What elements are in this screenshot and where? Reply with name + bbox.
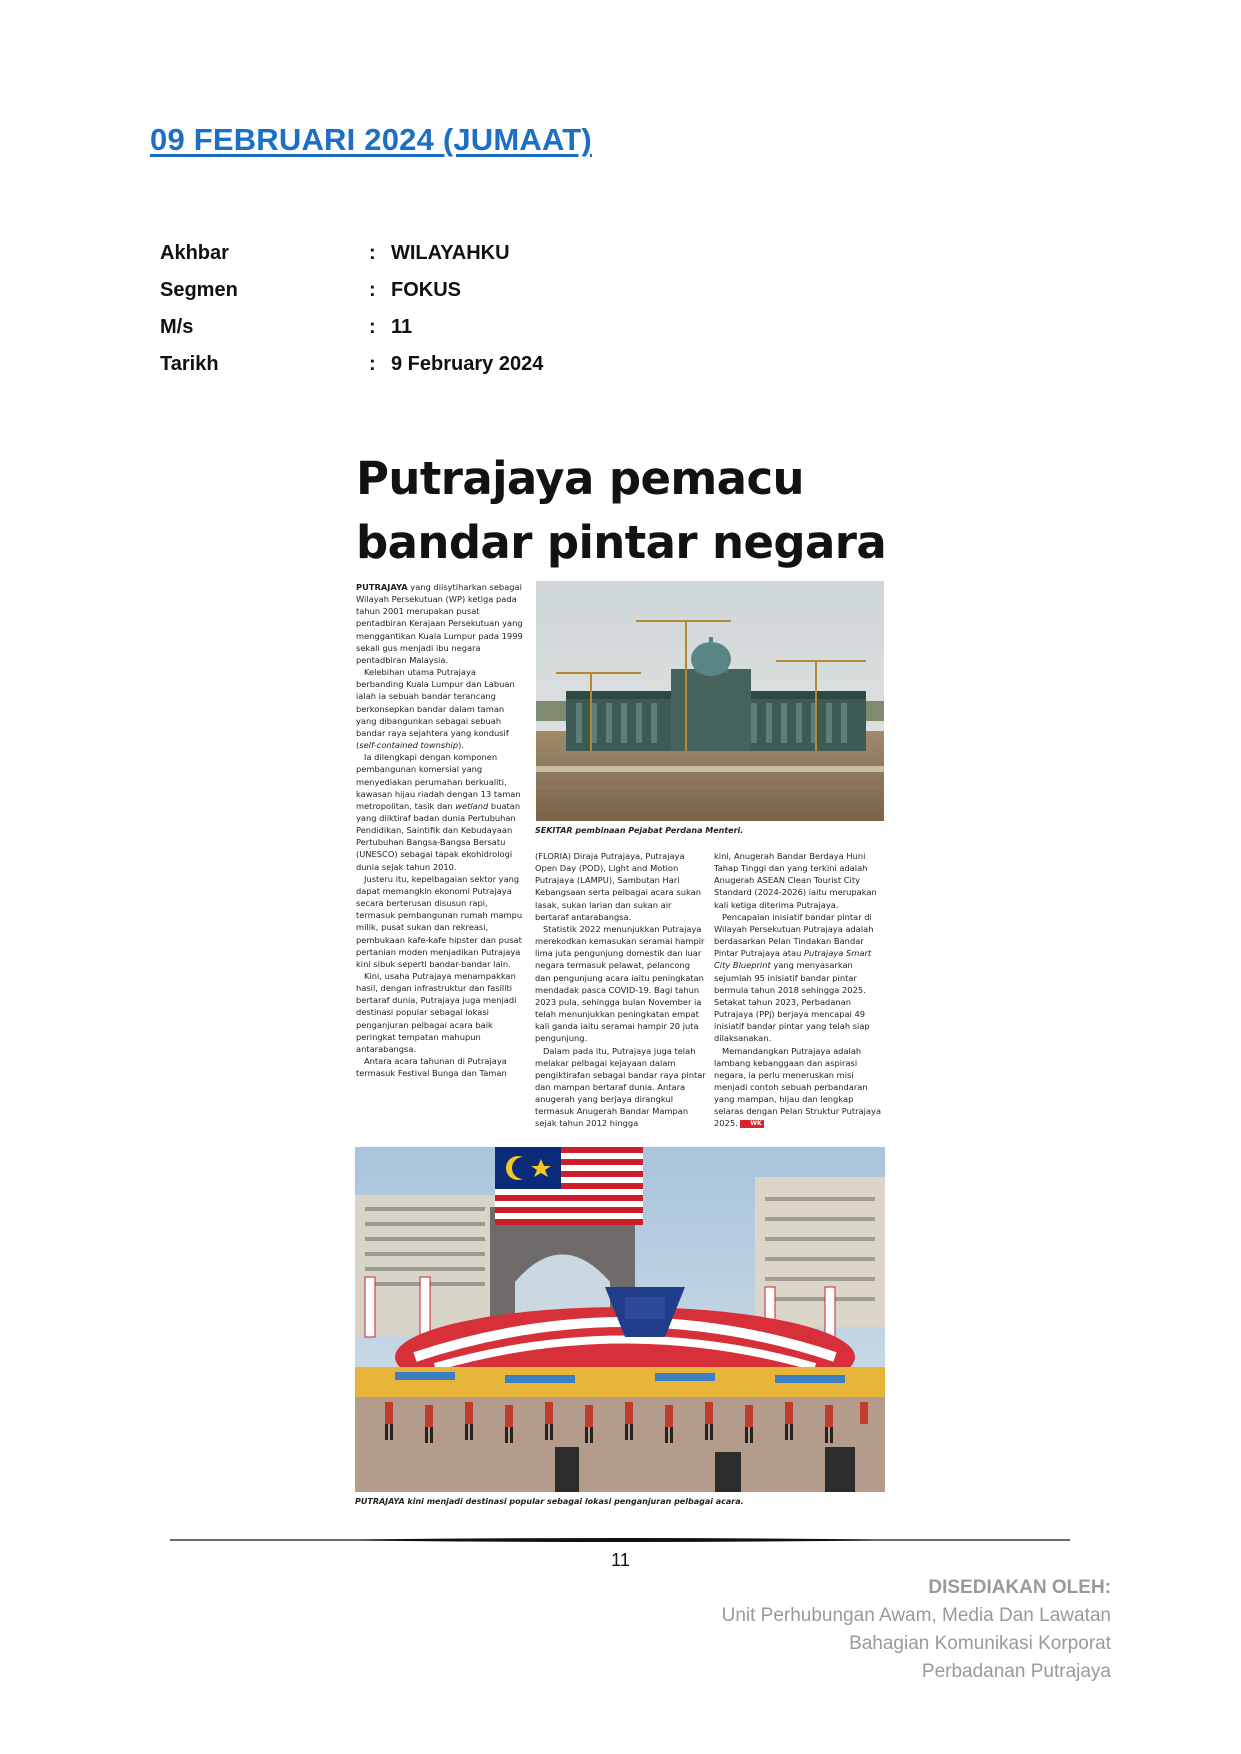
paragraph <box>714 911 884 1045</box>
italic-term: Putrajaya Smart City Blueprint <box>714 948 872 971</box>
footer-line: Unit Perhubungan Awam, Media Dan Lawatan <box>721 1605 1111 1626</box>
paragraph-text: yang menyasarkan sejumlah 95 inisiatif bandar pintar bermula tahun 2018 sehingga 2025. Setakat tahun 2023, Perbadanan Putrajaya (PPj) berjaya mencapai 49 inisiatif bandar pintar yang telah siap dilaksanakan. <box>714 960 870 1044</box>
italic-term: wetland <box>455 800 489 811</box>
paragraph <box>356 751 526 873</box>
footer-line: Bahagian Komunikasi Korporat <box>849 1633 1111 1654</box>
paragraph-text: yang diisytiharkan sebagai Wilayah Persekutuan (WP) ketiga pada tahun 2001 merupakan pusat pentadbiran Kerajaan Persekutuan yang menggantikan Kuala Lumpur pada 1999 sekali gus menjadi ibu negara pentadbiran Malaysia. <box>356 582 523 665</box>
paragraph: (FLORIA) Diraja Putrajaya, Putrajaya Open Day (POD), Light and Motion Putrajaya (LAMPU), Sambutan Hari Kebangsaan serta pelbagai acara sukan lasak, sukan larian dan sukan air bertaraf antarabangsa. <box>535 851 701 922</box>
headline-line: Putrajaya pemacu <box>356 452 804 505</box>
paragraph: Kini, usaha Putrajaya menampakkan hasil, dengan infrastruktur dan fasiliti bertaraf dunia, Putrajaya juga menjadi destinasi popular sebagai lokasi penganjuran pelbagai acara baik peringkat tempatan mahupun antarabangsa. <box>356 971 517 1054</box>
parade-photo <box>355 1147 885 1492</box>
paragraph <box>714 1045 884 1130</box>
paragraph: Dalam pada itu, Putrajaya juga telah melakar pelbagai kejayaan dalam pengiktirafan sebagai bandar raya pintar dan mampan bertaraf dunia. Antara anugerah yang berjaya dirangkul termasuk Anugerah Bandar Mampan sejak tahun 2012 hingga <box>535 1045 706 1129</box>
page-divider <box>170 1536 1070 1544</box>
end-mark-badge: WK <box>740 1120 763 1128</box>
paragraph: Statistik 2022 menunjukkan Putrajaya merekodkan kemasukan seramai hampir lima juta pengunjung domestik dan luar negara termasuk pelawat, pelancong dan pengunjung acara iaitu peningkatan mendadak pasca COVID-19. Bagi tahun 2023 pula, sehingga bulan November ia telah menunjukkan peningkatan empat kali ganda iaitu seramai hampir 20 juta pengunjung. <box>535 923 705 1044</box>
paragraph: Antara acara tahunan di Putrajaya termasuk Festival Bunga dan Taman <box>356 1056 507 1079</box>
meta-label: Akhbar <box>160 242 229 264</box>
paragraph-text: buatan yang diiktiraf badan dunia Pertubuhan Pendidikan, Saintifik dan Kebudayaan Pertubuhan Bangsa-Bangsa Bersatu (UNESCO) sebagai tapak ekohidrologi dunia sejak tahun 2010. <box>356 800 521 872</box>
meta-colon: : <box>369 316 376 338</box>
paragraph-text: Kelebihan utama Putrajaya berbanding Kuala Lumpur dan Labuan ialah ia sebuah bandar terancang berkonsepkan bandar dalam taman yang dibangunkan sebagai sebuah bandar raya sejahtera yang kondusif ( <box>356 667 515 751</box>
article-headline <box>356 447 896 575</box>
meta-value: 9 February 2024 <box>391 353 544 375</box>
italic-term: self-contained township <box>359 740 459 751</box>
dateline: PUTRAJAYA <box>356 582 408 592</box>
footer-line: Perbadanan Putrajaya <box>921 1661 1111 1682</box>
headline-line: bandar pintar negara <box>356 516 887 569</box>
meta-label: Segmen <box>160 279 238 301</box>
article-column-1 <box>356 581 526 1141</box>
meta-value: WILAYAHKU <box>391 242 510 264</box>
report-date-title: 09 FEBRUARI 2024 (JUMAAT) <box>150 122 592 157</box>
page-number: 11 <box>611 1550 630 1570</box>
meta-colon: : <box>369 353 376 375</box>
article-column-2 <box>535 850 707 1142</box>
footer-heading: DISEDIAKAN OLEH: <box>928 1577 1111 1598</box>
paragraph <box>356 666 526 751</box>
photo-caption: SEKITAR pembinaan Pejabat Perdana Menteri. <box>535 826 744 835</box>
construction-photo <box>536 581 884 821</box>
paragraph: kini, Anugerah Bandar Berdaya Huni Tahap Tinggi dan yang terkini adalah Anugerah ASEAN Clean Tourist City Standard (2024-2026) iaitu merupakan kali ketiga diterima Putrajaya. <box>714 851 877 910</box>
photo-caption: PUTRAJAYA kini menjadi destinasi popular sebagai lokasi penganjuran pelbagai acara. <box>355 1497 744 1506</box>
parade-photo-illustration <box>355 1147 885 1492</box>
meta-label: M/s <box>160 316 194 338</box>
article-column-3 <box>714 850 884 1142</box>
prepared-by-footer <box>722 1574 1111 1686</box>
meta-colon: : <box>369 279 376 301</box>
meta-label: Tarikh <box>160 353 219 375</box>
paragraph-text: Ia dilengkapi dengan komponen pembangunan komersial yang menyediakan perumahan berkualiti, kawasan hijau riadah dengan 13 taman metropolitan, tasik dan <box>356 752 521 811</box>
meta-colon: : <box>369 242 376 264</box>
meta-value: 11 <box>391 316 413 338</box>
paragraph-text: ). <box>458 740 464 751</box>
paragraph <box>356 581 526 666</box>
paragraph: Justeru itu, kepelbagaian sektor yang dapat memangkin ekonomi Putrajaya secara berterusan disusun rapi, termasuk pembangunan rumah mampu milik, pusat sukan dan rekreasi, pembukaan kafe-kafe hipster dan pusat pertanian moden menjadikan Putrajaya kini sibuk seperti bandar-bandar lain. <box>356 873 523 969</box>
paragraph-text: Memandangkan Putrajaya adalah lambang kebanggaan dan aspirasi negara, ia perlu meneruskan misi menjadi contoh sebuah perbandaran yang mampan, hijau dan lengkap selaras dengan Pelan Struktur Putrajaya 2025. <box>714 1045 882 1129</box>
construction-photo-illustration <box>536 581 884 821</box>
meta-value: FOKUS <box>391 279 461 301</box>
paragraph-text: Pencapaian inisiatif bandar pintar di Wilayah Persekutuan Putrajaya adalah berdasarkan Pelan Tindakan Bandar Pintar Putrajaya atau <box>714 911 874 959</box>
